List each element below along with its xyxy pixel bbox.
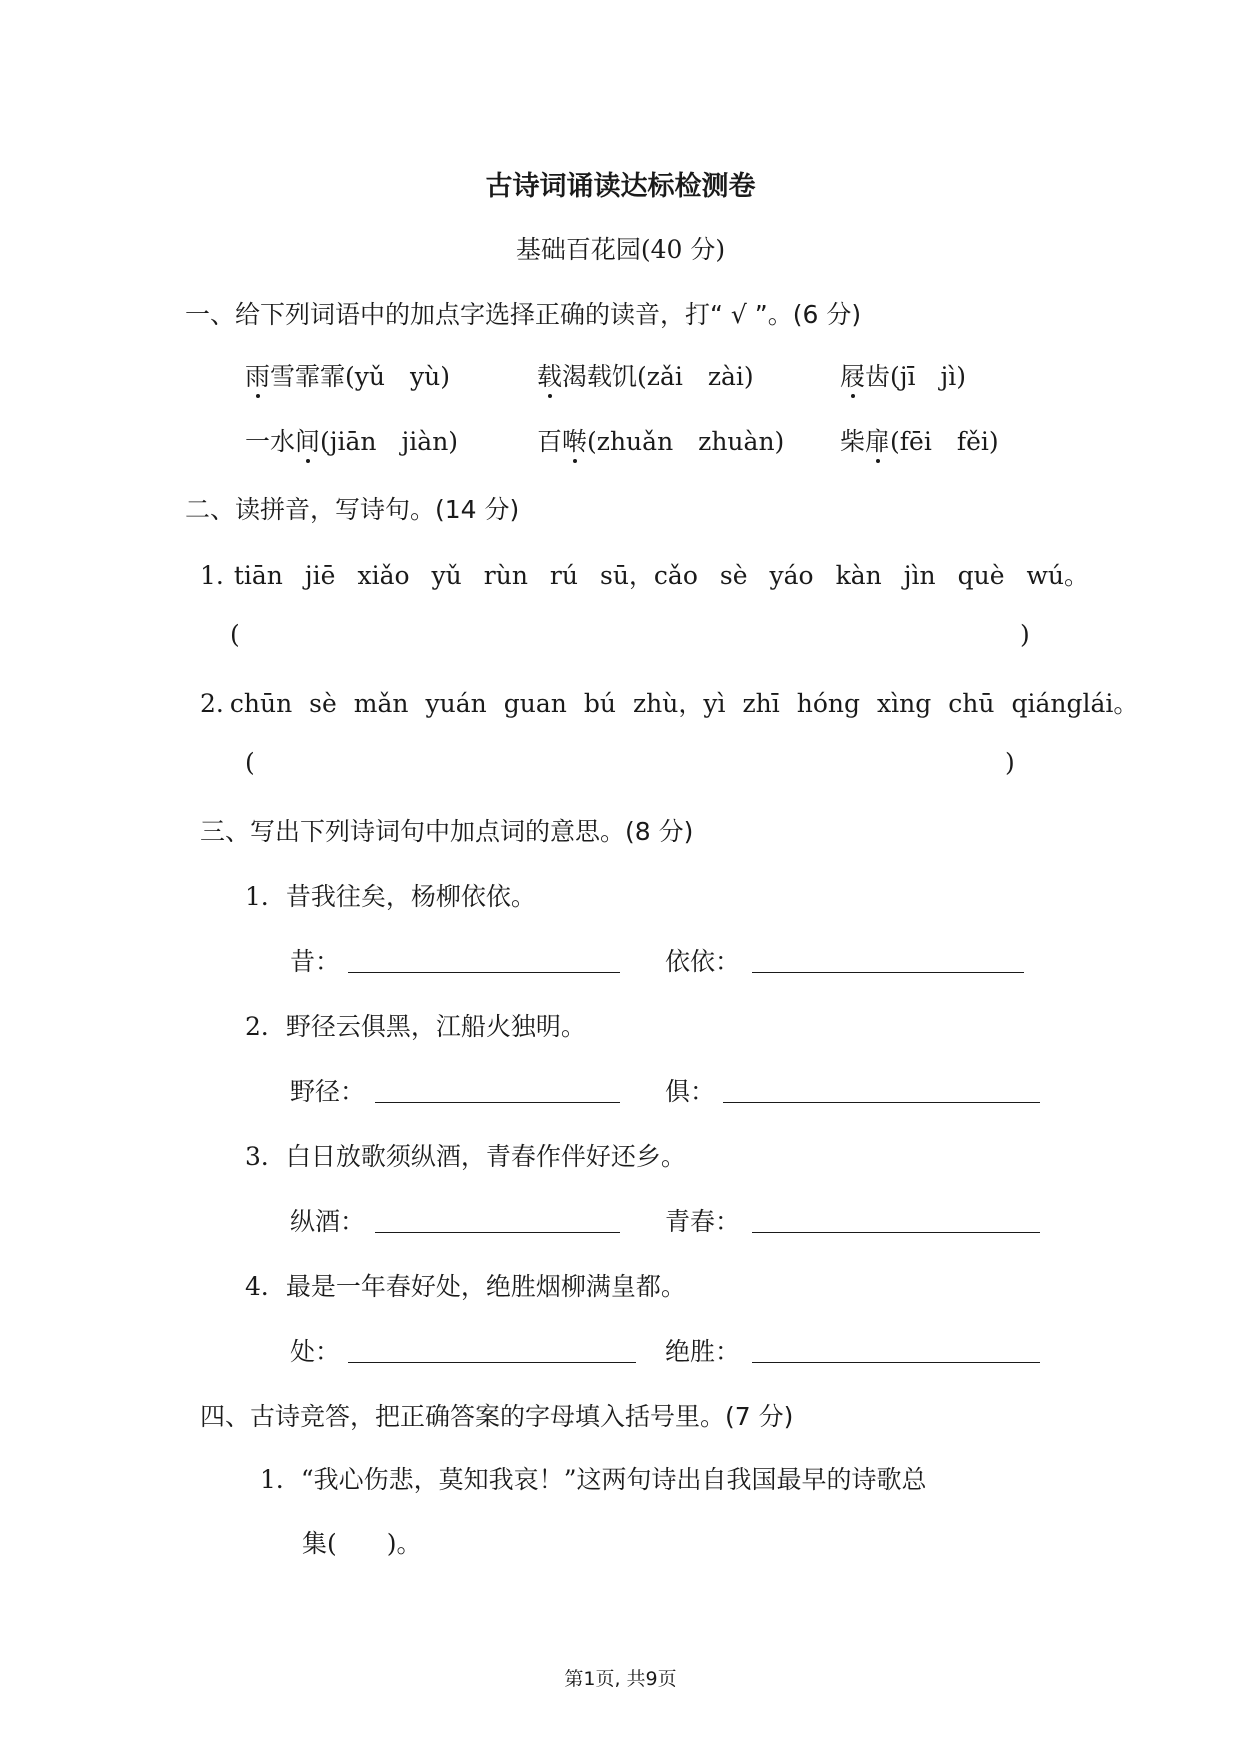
s1-item-6: 柴扉(fēi fěi): [840, 422, 999, 458]
s4-q1-line1: 1．“我心伤悲，莫知我哀！”这两句诗出自我国最早的诗歌总: [260, 1465, 927, 1494]
s3-q1-label-b: 依依：: [665, 947, 741, 976]
s3-q4-blank-a[interactable]: [348, 1362, 636, 1363]
s2-q1-answer-open: (: [230, 620, 240, 649]
pinyin-options: (jiān jiàn): [320, 427, 459, 456]
s4-q1-line2[interactable]: 集( )。: [302, 1529, 422, 1558]
pinyin-options: (jī jì): [890, 362, 967, 391]
s3-q2-label-a: 野径：: [290, 1077, 366, 1106]
dotted-char: 间: [295, 422, 320, 458]
s3-q1-blank-b[interactable]: [752, 972, 1024, 973]
page-title: 古诗词诵读达标检测卷: [485, 171, 756, 202]
s1-item-2: 载渴载饥(zǎi zài): [537, 357, 754, 393]
s1-item-1: 雨雪霏霏(yǔ yù): [245, 357, 450, 393]
section-1-heading: 一、给下列词语中的加点字选择正确的读音，打“ √ ”。(6 分): [185, 300, 862, 329]
s3-q4-label-b: 绝胜：: [665, 1337, 741, 1366]
s3-q3-text: 3．白日放歌须纵酒，青春作伴好还乡。: [245, 1142, 686, 1171]
s3-q4-blank-b[interactable]: [752, 1362, 1040, 1363]
dotted-char: 载: [537, 357, 562, 393]
s3-q1-label-a: 昔：: [290, 947, 341, 976]
section-3-heading: 三、写出下列诗词句中加点词的意思。(8 分): [200, 817, 694, 846]
page-number: 第1页, 共9页: [564, 1668, 677, 1690]
s2-q2-answer-open: (: [245, 748, 255, 777]
s3-q3-label-b: 青春：: [665, 1207, 741, 1236]
section-4-heading: 四、古诗竞答，把正确答案的字母填入括号里。(7 分): [200, 1402, 794, 1431]
s1-item-3: 屐齿(jī jì): [840, 357, 966, 393]
s1-item-4: 一水间(jiān jiàn): [245, 422, 458, 458]
pinyin-options: (fēi fěi): [890, 427, 999, 456]
s3-q4-text: 4．最是一年春好处，绝胜烟柳满皇都。: [245, 1272, 686, 1301]
s3-q2-label-b: 俱：: [665, 1077, 716, 1106]
pinyin-options: (zhuǎn zhuàn): [587, 427, 785, 456]
pinyin-options: (yǔ yù): [345, 362, 450, 391]
dotted-char: 扉: [865, 422, 890, 458]
s2-q2-pinyin: 2. chūn sè mǎn yuán guan bú zhù，yì zhī hóng xìng chū qiánglái。: [200, 689, 1139, 718]
s2-q2-answer-close: ): [1005, 748, 1015, 777]
s3-q2-blank-a[interactable]: [375, 1102, 620, 1103]
s2-q1-pinyin: 1. tiān jiē xiǎo yǔ rùn rú sū，cǎo sè yáo kàn jìn què wú。: [200, 561, 1090, 590]
s3-q3-label-a: 纵酒：: [290, 1207, 366, 1236]
s3-q2-blank-b[interactable]: [723, 1102, 1040, 1103]
s2-q1-answer-close: ): [1020, 620, 1030, 649]
question-number: 1.: [200, 561, 224, 590]
s3-q1-blank-a[interactable]: [348, 972, 620, 973]
dotted-char: 屐: [840, 357, 865, 393]
question-number: 2.: [200, 689, 224, 718]
section-subtitle: 基础百花园(40 分): [515, 235, 726, 264]
dotted-char: 啭: [562, 422, 587, 458]
s3-q2-text: 2．野径云俱黑，江船火独明。: [245, 1012, 586, 1041]
s3-q3-blank-b[interactable]: [752, 1232, 1040, 1233]
section-2-heading: 二、读拼音，写诗句。(14 分): [185, 495, 520, 524]
s3-q1-text: 1．昔我往矣，杨柳依依。: [245, 882, 536, 911]
s3-q4-label-a: 处：: [290, 1337, 341, 1366]
pinyin-options: (zǎi zài): [637, 362, 754, 391]
s1-item-5: 百啭(zhuǎn zhuàn): [537, 422, 784, 458]
dotted-char: 雨: [245, 357, 270, 393]
s3-q3-blank-a[interactable]: [375, 1232, 620, 1233]
